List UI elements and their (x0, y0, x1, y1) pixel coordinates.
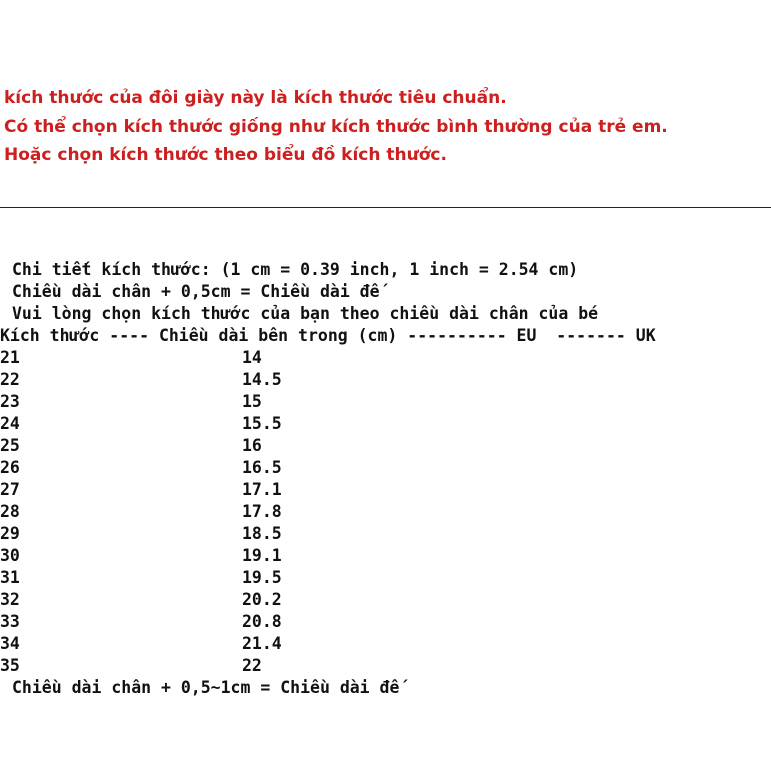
notice-line-3: Hoặc chọn kích thước theo biểu đồ kích thước. (4, 145, 447, 165)
inner-length-cell: 17.8 (242, 502, 282, 521)
size-cell: 28 (0, 502, 20, 521)
table-row (0, 413, 771, 435)
inner-length-cell: 20.8 (242, 612, 282, 631)
table-row (0, 655, 771, 677)
notice-line-1: kích thước của đôi giày này là kích thước tiêu chuẩn. (4, 88, 507, 108)
inner-length-cell: 21.4 (242, 634, 282, 653)
size-cell: 21 (0, 348, 20, 367)
foot-length-rule: Chiều dài chân + 0,5cm = Chiều dài đế (12, 282, 380, 301)
size-cell: 24 (0, 414, 20, 433)
inner-length-cell: 19.1 (242, 546, 282, 565)
size-cell: 35 (0, 656, 20, 675)
size-details-line: Chi tiết kích thước: (1 cm = 0.39 inch, 1 inch = 2.54 cm) (12, 260, 579, 279)
size-cell: 34 (0, 634, 20, 653)
inner-length-cell: 15 (242, 392, 262, 411)
size-cell: 32 (0, 590, 20, 609)
table-row (0, 589, 771, 611)
size-cell: 26 (0, 458, 20, 477)
notice-line-2: Có thể chọn kích thước giống như kích thước bình thường của trẻ em. (4, 116, 668, 137)
table-row (0, 369, 771, 391)
table-header: Kích thước ---- Chiều dài bên trong (cm) ---------- EU ------- UK (0, 326, 656, 345)
size-chart (0, 259, 771, 699)
size-cell: 29 (0, 524, 20, 543)
size-table-body (0, 347, 771, 677)
table-row (0, 347, 771, 369)
table-row (0, 457, 771, 479)
inner-length-cell: 16.5 (242, 458, 282, 477)
table-row (0, 567, 771, 589)
foot-length-rule-footer: Chiều dài chân + 0,5~1cm = Chiều dài đế (12, 678, 400, 697)
size-cell: 31 (0, 568, 20, 587)
table-row (0, 545, 771, 567)
size-cell: 33 (0, 612, 20, 631)
divider (0, 207, 771, 208)
table-row (0, 501, 771, 523)
inner-length-cell: 18.5 (242, 524, 282, 543)
size-cell: 30 (0, 546, 20, 565)
table-row (0, 523, 771, 545)
inner-length-cell: 14.5 (242, 370, 282, 389)
inner-length-cell: 19.5 (242, 568, 282, 587)
inner-length-cell: 22 (242, 656, 262, 675)
size-cell: 22 (0, 370, 20, 389)
inner-length-cell: 14 (242, 348, 262, 367)
size-cell: 27 (0, 480, 20, 499)
inner-length-cell: 15.5 (242, 414, 282, 433)
size-cell: 25 (0, 436, 20, 455)
table-row (0, 611, 771, 633)
size-cell: 23 (0, 392, 20, 411)
inner-length-cell: 16 (242, 436, 262, 455)
table-row (0, 479, 771, 501)
table-row (0, 391, 771, 413)
inner-length-cell: 20.2 (242, 590, 282, 609)
table-row (0, 633, 771, 655)
choose-size-instruction: Vui lòng chọn kích thước của bạn theo chiều dài chân của bé (12, 304, 599, 323)
size-notice (4, 84, 764, 170)
inner-length-cell: 17.1 (242, 480, 282, 499)
table-row (0, 435, 771, 457)
